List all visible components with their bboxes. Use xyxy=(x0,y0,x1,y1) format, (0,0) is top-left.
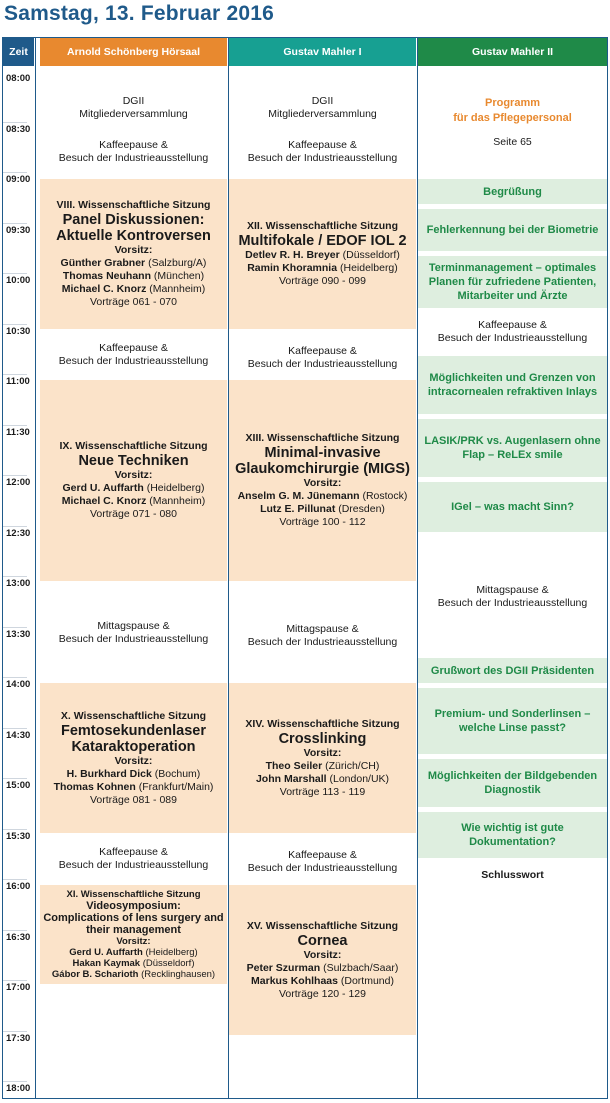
person-city: (Heidelberg) xyxy=(143,482,205,494)
person-city: (Sulzbach/Saar) xyxy=(320,961,399,974)
c3-mittagspause xyxy=(418,576,607,618)
talks-range: Vorträge 071 - 080 xyxy=(90,508,177,520)
session-title: Glaukomchirurgie (MIGS) xyxy=(235,461,410,477)
person-name: Ramin Khoramnia xyxy=(247,262,338,274)
session-number: XV. Wissenschaftliche Sitzung xyxy=(246,919,399,932)
talks-range: Vorträge 120 - 129 xyxy=(279,987,366,1000)
topic-title: Möglichkeiten der Bildgebenden Diagnostik xyxy=(427,770,598,796)
text: Besuch der Industrieausstellung xyxy=(58,859,209,871)
time-label: 08:30 xyxy=(6,123,31,135)
text: Besuch der Industrieausstellung xyxy=(247,152,398,164)
time-tick xyxy=(3,778,27,779)
text: Kaffeepause & xyxy=(288,849,357,861)
time-tick xyxy=(3,223,27,224)
person-name: John Marshall xyxy=(255,772,327,785)
session-title: Kataraktoperation xyxy=(71,738,196,755)
person-name: Gerd U. Auffarth xyxy=(62,482,144,494)
person-name: H. Burkhard Dick xyxy=(66,767,152,780)
c3-programm-pflegepersonal xyxy=(418,89,607,155)
person-city: (München) xyxy=(150,270,205,282)
chair-person xyxy=(266,760,380,773)
topic-title: Terminmanagement – optimales Planen für zufriedene Patienten, Mitarbeiter und Ärzte xyxy=(428,262,597,302)
page-title: Samstag, 13. Februar 2016 xyxy=(4,2,274,25)
text: Mitgliederversammlung xyxy=(79,108,188,120)
chair-person xyxy=(247,262,398,275)
chair-person xyxy=(245,249,400,262)
time-label: 17:00 xyxy=(6,982,31,993)
c1-mittagspause xyxy=(40,612,227,654)
session-number: VIII. Wissenschaftliche Sitzung xyxy=(56,199,211,211)
time-label: 08:00 xyxy=(6,73,31,84)
session-title: Crosslinking xyxy=(278,730,367,747)
topic-title: Premium- und Sonderlinsen – welche Linse passt? xyxy=(434,708,591,734)
chair-person xyxy=(260,503,385,516)
person-city: (Recklinghausen) xyxy=(138,969,216,980)
time-label: 12:30 xyxy=(6,527,31,539)
time-tick xyxy=(3,677,27,678)
time-tick xyxy=(3,980,27,981)
session-title: Panel Diskussionen: xyxy=(62,212,205,228)
session-title: Minimal-invasive xyxy=(264,445,381,461)
c3-biometrie xyxy=(418,209,607,251)
person-name: Thomas Kohnen xyxy=(53,780,136,793)
person-city: (Düsseldorf) xyxy=(339,249,400,261)
person-city: (Heidelberg) xyxy=(337,262,398,274)
person-city: (Bochum) xyxy=(151,767,201,780)
chair-person xyxy=(63,482,205,495)
time-tick xyxy=(3,627,27,628)
c3-begruessung xyxy=(418,179,607,204)
chair-person xyxy=(256,773,389,786)
text: Mittagspause & xyxy=(97,620,170,632)
c2-mitgliederversammlung xyxy=(229,87,416,129)
c2-kaffeepause-2 xyxy=(229,339,416,377)
text: Besuch der Industrieausstellung xyxy=(437,597,588,609)
person-city: (Salzburg/A) xyxy=(145,257,207,269)
time-tick xyxy=(3,728,27,729)
person-name: Hakan Kaymak xyxy=(72,958,141,969)
time-label: 10:00 xyxy=(6,275,31,286)
text: Kaffeepause & xyxy=(288,345,357,357)
page-reference: Seite 65 xyxy=(493,135,532,148)
c3-terminmanagement xyxy=(418,256,607,308)
person-name: Gerd U. Auffarth xyxy=(69,947,143,958)
person-name: Gábor B. Scharioth xyxy=(51,969,139,980)
c2-kaffeepause-3 xyxy=(229,843,416,881)
c1-session-xi xyxy=(40,885,227,984)
c1-mitgliederversammlung xyxy=(40,87,227,129)
time-tick xyxy=(3,425,27,426)
c2-session-xiii xyxy=(229,380,416,581)
text: Besuch der Industrieausstellung xyxy=(247,636,398,648)
time-tick xyxy=(3,1031,27,1032)
text: DGII xyxy=(122,95,145,107)
person-city: (London/UK) xyxy=(326,772,390,785)
session-title: Aktuelle Kontroversen xyxy=(56,228,211,244)
chair-person xyxy=(67,768,201,781)
person-city: (Zürich/CH) xyxy=(322,759,380,772)
text: Mittagspause & xyxy=(476,584,549,596)
chair-label: Vorsitz: xyxy=(303,948,342,961)
c3-schlusswort xyxy=(418,864,607,886)
person-name: Günther Grabner xyxy=(60,257,146,269)
c2-session-xii xyxy=(229,179,416,329)
session-title: Videosymposium: xyxy=(86,900,181,912)
c3-kaffeepause xyxy=(418,313,607,351)
time-label: 12:00 xyxy=(6,477,31,488)
session-title: Complications of lens surgery and their management xyxy=(43,912,224,936)
session-number: XIV. Wissenschaftliche Sitzung xyxy=(245,717,400,730)
talks-range: Vorträge 090 - 099 xyxy=(279,275,366,287)
time-tick xyxy=(3,172,27,173)
chair-label: Vorsitz: xyxy=(114,244,153,256)
c3-bildgebende-diagnostik xyxy=(418,759,607,807)
text: Besuch der Industrieausstellung xyxy=(247,358,398,370)
person-name: Lutz E. Pillunat xyxy=(260,503,336,515)
topic-title: Wie wichtig ist gute Dokumentation? xyxy=(461,822,564,848)
topic-title: Fehlerkennung bei der Biometrie xyxy=(426,224,599,236)
topic-title: LASIK/PRK vs. Augenlasern ohne Flap – ReLEx smile xyxy=(424,435,601,461)
time-label: 09:30 xyxy=(6,224,31,236)
time-label: 15:00 xyxy=(6,780,31,791)
text: Besuch der Industrieausstellung xyxy=(437,332,588,344)
talks-range: Vorträge 100 - 112 xyxy=(279,516,366,528)
talks-range: Vorträge 061 - 070 xyxy=(90,296,177,308)
chair-label: Vorsitz: xyxy=(303,746,342,759)
c1-kaffeepause-1 xyxy=(40,133,227,171)
time-label: 14:00 xyxy=(6,679,31,690)
c2-mittagspause xyxy=(229,615,416,657)
time-tick xyxy=(3,930,27,931)
time-label: 17:30 xyxy=(6,1032,31,1044)
divider xyxy=(35,38,36,1098)
c3-igel xyxy=(418,482,607,532)
person-city: (Heidelberg) xyxy=(142,947,198,958)
chair-person xyxy=(62,495,206,508)
time-tick xyxy=(3,475,27,476)
time-tick xyxy=(3,879,27,880)
chair-person xyxy=(52,969,215,980)
chair-person xyxy=(247,962,399,975)
topic-title: IGel – was macht Sinn? xyxy=(451,501,574,513)
chair-person xyxy=(238,490,408,503)
c1-kaffeepause-3 xyxy=(40,840,227,878)
c2-session-xv xyxy=(229,885,416,1035)
c3-dokumentation xyxy=(418,812,607,858)
person-name: Peter Szurman xyxy=(246,961,321,974)
person-city: (Dortmund) xyxy=(337,974,394,987)
text: für das Pflegepersonal xyxy=(453,111,572,124)
person-city: (Dresden) xyxy=(335,503,385,515)
time-label: 16:00 xyxy=(6,881,31,892)
c3-premiumlinsen xyxy=(418,688,607,754)
session-number: X. Wissenschaftliche Sitzung xyxy=(60,709,207,722)
time-label: 14:30 xyxy=(6,729,31,741)
chair-person xyxy=(62,283,206,296)
topic-title: Schlusswort xyxy=(481,868,544,881)
text: Kaffeepause & xyxy=(288,139,357,151)
time-label: 10:30 xyxy=(6,325,31,337)
chair-person xyxy=(54,781,214,794)
topic-title: Grußwort des DGII Präsidenten xyxy=(430,664,595,677)
person-city: (Frankfurt/Main) xyxy=(135,780,214,793)
person-name: Michael C. Knorz xyxy=(61,495,147,507)
time-label: 13:00 xyxy=(6,578,31,589)
time-label: 09:00 xyxy=(6,174,31,185)
session-number: XII. Wissenschaftliche Sitzung xyxy=(246,220,399,232)
text: Mittagspause & xyxy=(286,623,359,635)
text: Besuch der Industrieausstellung xyxy=(58,355,209,367)
talks-range: Vorträge 081 - 089 xyxy=(90,793,177,806)
person-name: Detlev R. H. Breyer xyxy=(245,249,340,261)
session-title: Neue Techniken xyxy=(78,453,189,469)
c3-lasik xyxy=(418,419,607,477)
person-name: Markus Kohlhaas xyxy=(251,974,338,987)
text: Kaffeepause & xyxy=(99,139,168,151)
topic-title: Möglichkeiten und Grenzen von intracornealen refraktiven Inlays xyxy=(427,372,598,398)
c1-session-viii xyxy=(40,179,227,329)
person-name: Thomas Neuhann xyxy=(62,270,151,282)
text: Besuch der Industrieausstellung xyxy=(58,152,209,164)
person-name: Theo Seiler xyxy=(265,759,323,772)
person-city: (Düsseldorf) xyxy=(140,958,195,969)
chair-person xyxy=(63,270,204,283)
text: Programm xyxy=(484,96,541,109)
text: Mitgliederversammlung xyxy=(268,108,377,120)
person-name: Michael C. Knorz xyxy=(61,283,147,295)
text: Kaffeepause & xyxy=(99,846,168,858)
time-tick xyxy=(3,122,27,123)
time-label: 13:30 xyxy=(6,628,31,640)
header-room-2: Gustav Mahler I xyxy=(229,38,416,66)
person-city: (Mannheim) xyxy=(146,495,206,507)
text: Besuch der Industrieausstellung xyxy=(247,862,398,874)
text: DGII xyxy=(311,95,334,107)
time-tick xyxy=(3,374,27,375)
time-tick xyxy=(3,526,27,527)
chair-person xyxy=(69,947,197,958)
chair-person xyxy=(251,975,394,988)
time-tick xyxy=(3,1081,27,1082)
session-title: Cornea xyxy=(297,932,348,949)
person-city: (Mannheim) xyxy=(146,283,206,295)
c1-session-ix xyxy=(40,380,227,581)
chair-label: Vorsitz: xyxy=(303,477,342,489)
time-label: 16:30 xyxy=(6,931,31,943)
chair-label: Vorsitz: xyxy=(114,469,153,481)
text: Besuch der Industrieausstellung xyxy=(58,633,209,645)
time-tick xyxy=(3,273,27,274)
topic-title: Begrüßung xyxy=(483,185,542,198)
talks-range: Vorträge 113 - 119 xyxy=(279,785,366,798)
c2-session-xiv xyxy=(229,683,416,833)
time-tick xyxy=(3,324,27,325)
time-label: 18:00 xyxy=(6,1083,31,1094)
chair-label: Vorsitz: xyxy=(116,936,151,947)
session-title: Multifokale / EDOF IOL 2 xyxy=(238,233,407,249)
c3-grusswort xyxy=(418,658,607,683)
session-number: IX. Wissenschaftliche Sitzung xyxy=(59,440,208,452)
chair-label: Vorsitz: xyxy=(114,754,153,767)
text: Kaffeepause & xyxy=(99,342,168,354)
time-tick xyxy=(3,829,27,830)
time-label: 11:30 xyxy=(6,426,30,438)
session-number: XI. Wissenschaftliche Sitzung xyxy=(66,889,201,900)
person-city: (Rostock) xyxy=(359,490,408,502)
c1-session-x xyxy=(40,683,227,833)
header-room-3: Gustav Mahler II xyxy=(418,38,607,66)
text: Kaffeepause & xyxy=(478,319,547,331)
c2-kaffeepause-1 xyxy=(229,133,416,171)
header-room-1: Arnold Schönberg Hörsaal xyxy=(40,38,227,66)
chair-person xyxy=(61,257,207,270)
time-label: 11:00 xyxy=(6,376,30,387)
time-label: 15:30 xyxy=(6,830,31,842)
session-number: XIII. Wissenschaftliche Sitzung xyxy=(245,432,400,444)
c3-inlays xyxy=(418,356,607,414)
chair-person xyxy=(73,958,195,969)
session-title: Femtosekundenlaser xyxy=(60,722,207,739)
header-time: Zeit xyxy=(3,38,34,66)
time-tick xyxy=(3,576,27,577)
person-name: Anselm G. M. Jünemann xyxy=(237,490,360,502)
c1-kaffeepause-2 xyxy=(40,336,227,374)
